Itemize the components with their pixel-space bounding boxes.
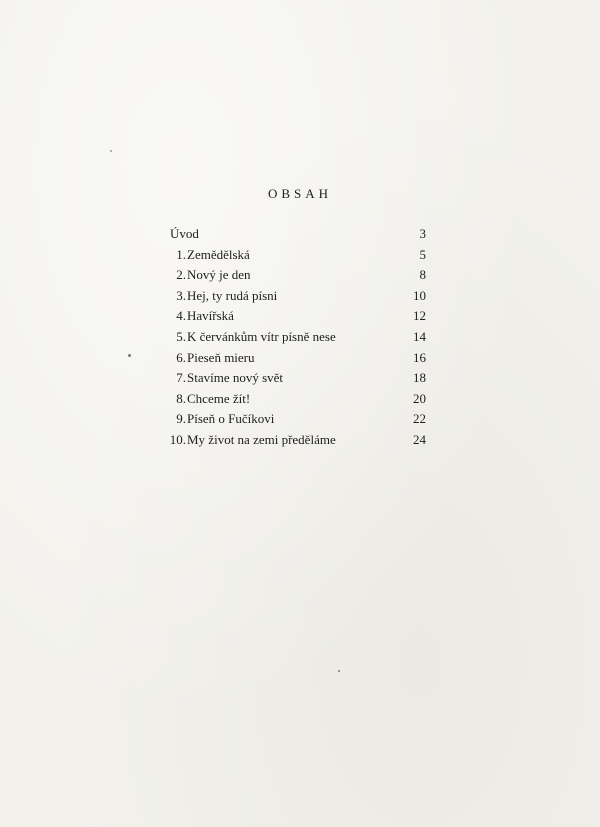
toc-entry-page: 5 (419, 246, 426, 262)
toc-entry (166, 430, 428, 451)
toc-entry (166, 245, 428, 266)
toc-entry-number: 5. (176, 328, 186, 344)
toc-entry-number: 7. (176, 370, 186, 386)
table-of-contents (166, 224, 428, 451)
toc-entry-title: Zemědělská (187, 246, 250, 262)
toc-entry-title: Stavíme nový svět (187, 370, 284, 386)
toc-entry-title: Havířská (187, 308, 234, 324)
toc-entry-page: 8 (419, 267, 426, 283)
toc-entry-page: 3 (419, 226, 426, 241)
toc-entry-title: Úvod (170, 226, 199, 241)
toc-entry-title: K červánkům vítr písně nese (187, 328, 336, 344)
toc-entry-intro (166, 224, 428, 245)
paper-speck (338, 670, 340, 672)
toc-entry-number: 8. (176, 390, 186, 406)
toc-entry-page: 24 (413, 431, 426, 447)
toc-entry-title: My život na zemi předěláme (187, 431, 336, 447)
toc-entry (166, 327, 428, 348)
toc-entry-page: 12 (413, 308, 426, 324)
toc-entry-title: Pieseň mieru (187, 349, 255, 365)
toc-entry-title: Hej, ty rudá písni (187, 287, 278, 303)
toc-entry-page: 20 (413, 390, 426, 406)
toc-entry-title: Nový je den (187, 267, 251, 283)
toc-entry (166, 348, 428, 369)
toc-entry-number: 4. (176, 308, 186, 324)
toc-entry-number: 10. (169, 431, 186, 447)
toc-entry-page: 14 (413, 328, 426, 344)
toc-entry-page: 18 (413, 370, 426, 386)
toc-entry (166, 409, 428, 430)
toc-entry-number: 1. (176, 246, 186, 262)
paper-speck (110, 150, 112, 152)
toc-entry-number: 3. (176, 287, 186, 303)
toc-entry (166, 306, 428, 327)
toc-entry-number: 6. (176, 349, 186, 365)
toc-entry-number: 2. (176, 267, 186, 283)
toc-entry (166, 368, 428, 389)
toc-entry-title: Píseň o Fučíkovi (187, 411, 275, 427)
toc-entry-page: 10 (413, 287, 426, 303)
contents-title: OBSAH (267, 186, 333, 201)
toc-entry (166, 389, 428, 410)
toc-entry (166, 265, 428, 286)
toc-entry-page: 16 (413, 349, 426, 365)
toc-entry (166, 286, 428, 307)
toc-entry-title: Chceme žít! (187, 390, 251, 406)
toc-entry-number: 9. (176, 411, 186, 427)
paper-speck (128, 354, 131, 357)
toc-entry-page: 22 (413, 411, 426, 427)
